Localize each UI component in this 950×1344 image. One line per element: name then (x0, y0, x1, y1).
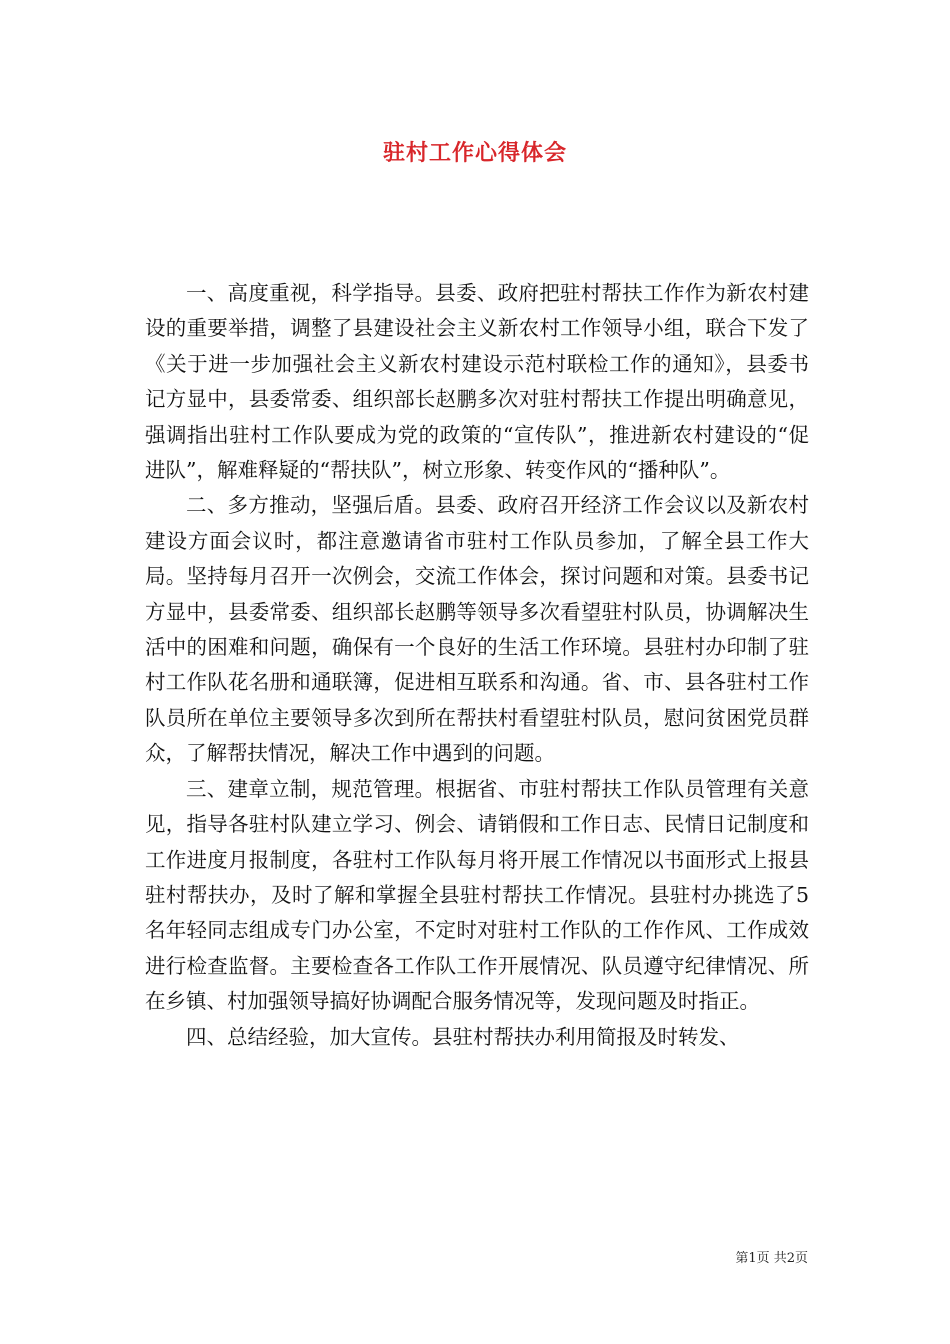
document-title: 驻村工作心得体会 (382, 140, 567, 166)
paragraph-3: 三、建章立制，规范管理。根据省、市驻村帮扶工作队员管理有关意见，指导各驻村队建立学习、例会、请销假和工作日志、民情日记制度和工作进度月报制度，各驻村工作队每月将开展工作情况以书面形式上报县驻村帮扶办，及时了解和掌握全县驻村帮扶工作情况。县驻村办挑选了5名年轻同志组成专门办公室，不定时对驻村工作队的工作作风、工作成效进行检查监督。主要检查各工作队工作开展情况、队员遵守纪律情况、所在乡镇、村加强领导搞好协调配合服务情况等，发现问题及时指正。 (145, 776, 809, 1014)
paragraph-1: 一、高度重视，科学指导。县委、政府把驻村帮扶工作作为新农村建设的重要举措，调整了县建设社会主义新农村工作领导小组，联合下发了《关于进一步加强社会主义新农村建设示范村联检工作的通知》，县委书记方显中，县委常委、组织部长赵鹏多次对驻村帮扶工作提出明确意见，强调指出驻村工作队要成为党的政策的“宣传队”，推进新农村建设的“促进队”，解难释疑的“帮扶队”，树立形象、转变作风的“播种队”。 (145, 281, 809, 483)
paragraph-2: 二、多方推动，坚强后盾。县委、政府召开经济工作会议以及新农村建设方面会议时，都注意邀请省市驻村工作队员参加，了解全县工作大局。坚持每月召开一次例会，交流工作体会，探讨问题和对策。县委书记方显中，县委常委、组织部长赵鹏等领导多次看望驻村队员，协调解决生活中的困难和问题，确保有一个良好的生活工作环境。县驻村办印制了驻村工作队花名册和通联簿，促进相互联系和沟通。省、市、县各驻村工作队员所在单位主要领导多次到所在帮扶村看望驻村队员，慰问贫困党员群众，了解帮扶情况，解决工作中遇到的问题。 (145, 493, 809, 766)
page-number-footer: 第1页 共2页 (735, 1251, 808, 1266)
paragraph-4: 四、总结经验，加大宣传。县驻村帮扶办利用简报及时转发、 (186, 1024, 740, 1049)
document-body (145, 276, 809, 1055)
